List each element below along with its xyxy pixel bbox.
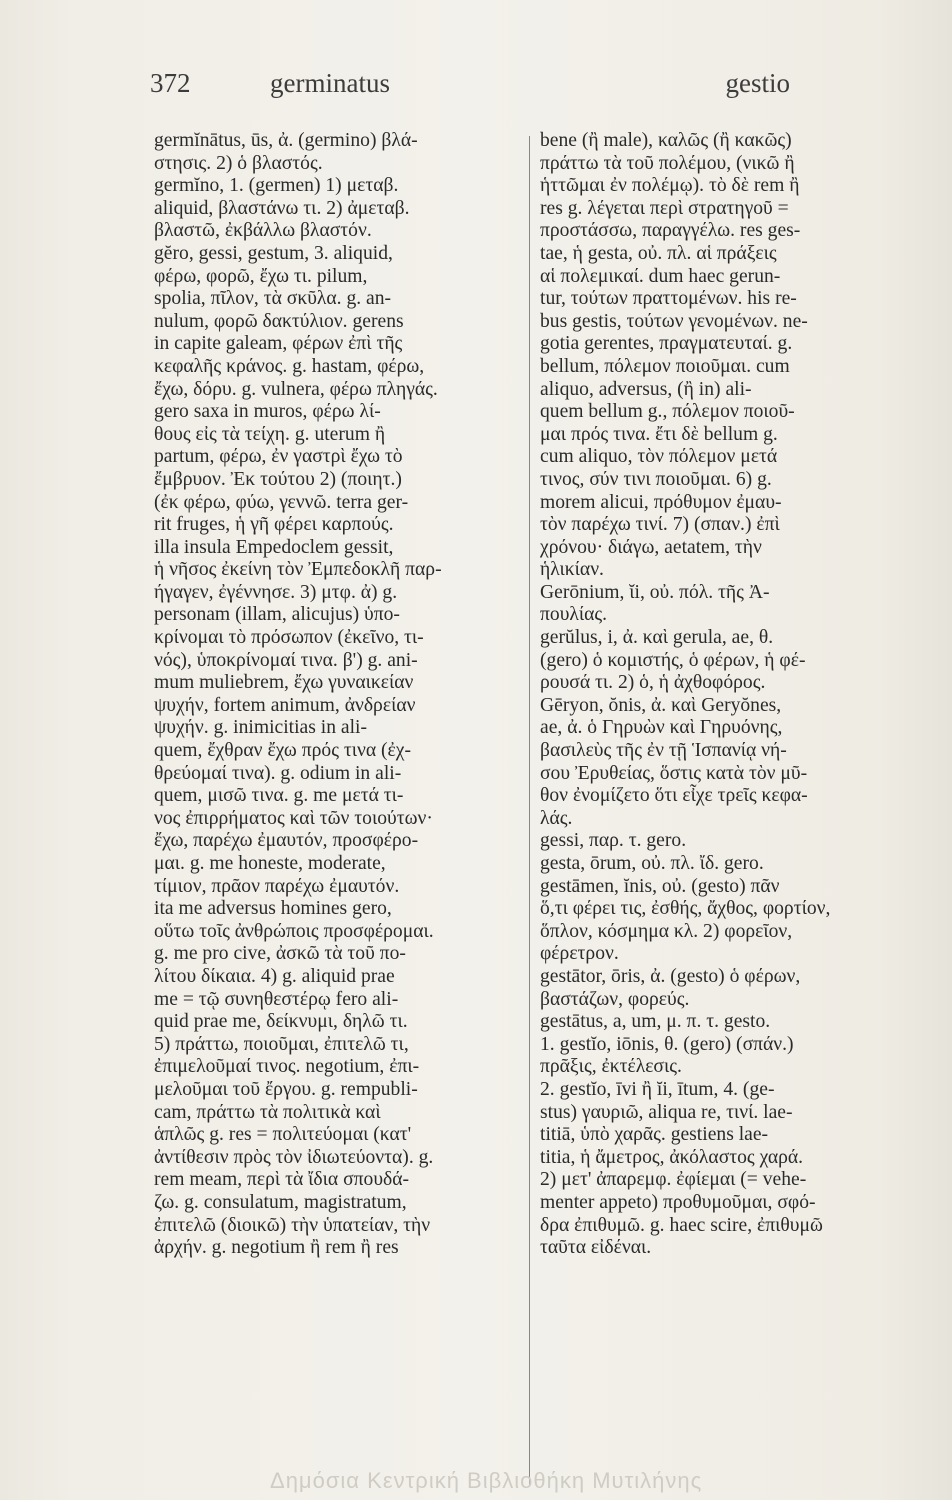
entry-line: aliquid, βλαστάνω τι. 2) ἀμεταβ. [154,197,410,219]
entry-line: ταῦτα εἰδέναι. [540,1237,652,1259]
entry-line: προστάσσω, παραγγέλω. res ges- [540,220,801,242]
entry-line: ita me adversus homines gero, [154,898,392,920]
entry-line: ψυχήν, fortem animum, ἀνδρείαν [154,694,416,716]
entry-line: gessi, παρ. τ. gero. [540,830,687,852]
entry-line: me = τῷ συνηθεστέρῳ fero ali- [154,988,399,1010]
entry-line: ἡλικίαν. [540,559,604,581]
entry-line: spolia, πῖλον, τὰ σκῦλα. g. an- [154,288,392,310]
entry-line: πρᾶξις, ἐκτέλεσις. [540,1056,682,1078]
entry-line: aliquo, adversus, (ἢ in) ali- [540,378,752,400]
entry-line: τὸν παρέχω τινί. 7) (σπαν.) ἐπὶ [540,514,780,536]
entry-line: quem, ἔχθραν ἔχω πρός τινα (ἐχ- [154,740,411,762]
entry-line: gotia gerentes, πραγματευταί. g. [540,333,793,355]
entry-line: gĕro, gessi, gestum, 3. aliquid, [154,242,393,264]
entry-line: gesta, ōrum, οὐ. πλ. ἴδ. gero. [540,853,764,874]
entry-line: σου Ἐρυθείας, ὅστις κατὰ τὸν μῦ- [540,762,808,784]
entry-line: βαστάζων, φορεύς. [540,988,690,1010]
entry-line: τίμιον, πρᾶον παρέχω ἐμαυτόν. [154,875,400,897]
entry-line: 2. gestĭo, īvi ἢ ĭi, ītum, 4. (ge- [540,1078,775,1100]
entry-line: αἱ πολεμικαί. dum haec gerun- [540,265,781,287]
entry-line: bene (ἢ male), καλῶς (ἢ κακῶς) [540,130,792,151]
entry-line: nulum, φορῶ δακτύλιον. gerens [154,310,404,332]
entry-line: quem bellum g., πόλεμον ποιοῦ- [540,401,795,423]
right-guide-word: gestio [725,68,790,98]
entry-line: χρόνου· διάγω, aetatem, τὴν [540,536,762,558]
entry-line: ρουσά τι. 2) ὁ, ἡ ἀχθοφόρος. [540,672,766,694]
library-watermark: Δημόσια Κεντρική Βιβλιοθήκη Μυτιλήνης [270,1468,703,1493]
entry-line: (gero) ὁ κομιστής, ὁ φέρων, ἡ φέ- [540,649,806,671]
entry-line: 2) μετ' ἀπαρεμφ. ἐφίεμαι (= vehe- [540,1169,807,1191]
entry-line: Gēryon, ŏnis, ἀ. καὶ Geryŏnes, [540,694,782,716]
entry-line: gerŭlus, i, ἀ. καὶ gerula, ae, θ. [540,627,774,649]
entry-line: partum, φέρω, ἐν γαστρὶ ἔχω τὸ [154,446,403,468]
entry-line: gestāmen, ĭnis, οὐ. (gesto) πᾶν [540,875,780,897]
entry-line: titiā, ὑπὸ χαρᾶς. gestiens lae- [540,1124,769,1146]
entry-line: δρα ἐπιθυμῶ. g. haec scire, ἐπιθυμῶ [540,1214,823,1236]
entry-line: ἔχω, παρέχω ἐμαυτόν, προσφέρο- [154,830,419,852]
column-divider [529,136,530,1486]
entry-line: ἁπλῶς g. res = πολιτεύομαι (κατ' [154,1124,412,1146]
entry-line: cam, πράττω τὰ πολιτικὰ καὶ [154,1101,381,1123]
entry-line: κρίνομαι τὸ πρόσωπον (ἐκεῖνο, τι- [154,627,424,649]
entry-line: rem meam, περὶ τὰ ἴδια σπουδά- [154,1169,410,1191]
right-column [540,130,925,1260]
entry-line: gestātor, ōris, ἀ. (gesto) ὁ φέρων, [540,965,801,987]
entry-line: ἔχω, δόρυ. g. vulnera, φέρω πληγάς. [154,378,438,400]
entry-line: g. me pro cive, ἀσκῶ τὰ τοῦ πο- [154,943,406,965]
entry-line: μαι. g. me honeste, moderate, [154,853,386,874]
entry-line: λίτου δίκαια. 4) g. aliquid prae [154,965,395,987]
entry-line: 5) πράττω, ποιοῦμαι, ἐπιτελῶ τι, [154,1033,409,1055]
entry-line: λάς. [540,807,573,829]
entry-line: θους εἰς τὰ τείχη. g. uterum ἢ [154,423,386,445]
entry-line: ὅ,τι φέρει τις, ἐσθής, ἄχθος, φορτίον, [540,898,831,920]
entry-line: νός), ὑποκρίνομαί τινα. β') g. ani- [154,649,418,671]
entry-line: ἐπιμελοῦμαί τινος. negotium, ἐπι- [154,1056,420,1078]
entry-line: gero saxa in muros, φέρω λί- [154,401,381,423]
entry-line: cum aliquo, τὸν πόλεμον μετά [540,446,778,468]
entry-line: βλαστῶ, ἐκβάλλω βλαστόν. [154,220,372,242]
entry-line: ἔμβρυον. Ἐκ τούτου 2) (ποιητ.) [154,468,402,490]
entry-line: in capite galeam, φέρων ἐπὶ τῆς [154,333,403,355]
entry-line: ἐπιτελῶ (διοικῶ) τὴν ὑπατείαν, τὴν [154,1214,431,1236]
entry-line: Gerōnium, ῐi, οὐ. πόλ. τῆς Ἀ- [540,581,770,603]
entry-line: menter appeto) προθυμοῦμαι, σφό- [540,1191,816,1213]
entry-line: μαι πρός τινα. ἔτι δὲ bellum g. [540,423,778,445]
entry-line: φέρετρον. [540,943,619,965]
entry-line: illa insula Empedoclem gessit, [154,536,394,558]
entry-line: quem, μισῶ τινα. g. me μετά τι- [154,785,404,807]
left-column [154,130,524,1260]
entry-line: θρεύομαί τινα). g. odium in ali- [154,762,402,784]
entry-line: ψυχήν. g. inimicitias in ali- [154,717,368,739]
entry-line: bellum, πόλεμον ποιοῦμαι. cum [540,355,790,377]
entry-line: res g. λέγεται περὶ στρατηγοῦ = [540,197,789,219]
entry-line: ὅπλον, κόσμημα κλ. 2) φορεῖον, [540,920,793,942]
entry-line: ήγαγεν, ἐγέννησε. 3) μτφ. ἀ) g. [154,581,398,603]
entry-line: quid prae me, δείκνυμι, δηλῶ τι. [154,1011,408,1033]
entry-line: bus gestis, τούτων γενομένων. ne- [540,310,808,332]
entry-line: οὕτω τοῖς ἀνθρώποις προσφέρομαι. [154,920,434,942]
page-number: 372 [150,68,191,98]
entry-line: φέρω, φορῶ, ἔχω τι. pilum, [154,265,368,287]
entry-line: πουλίας. [540,604,608,626]
entry-line: gestātus, a, um, μ. π. τ. gesto. [540,1011,771,1033]
entry-line: ἡ νῆσος ἐκείνη τὸν Ἐμπεδοκλῆ παρ- [154,559,442,581]
entry-line: germĭno, 1. (germen) 1) μεταβ. [154,175,399,197]
entry-line: ἀντίθεσιν πρὸς τὸν ἰδιωτεύοντα). g. [154,1146,434,1168]
entry-line: νος ἐπιρρήματος καὶ τῶν τοιούτων· [154,807,433,829]
entry-line: (ἐκ φέρω, φύω, γεννῶ. terra ger- [154,491,409,513]
entry-line: morem alicui, πρόθυμον ἐμαυ- [540,491,782,513]
entry-line: ἀρχήν. g. negotium ἢ rem ἢ res [154,1237,399,1259]
entry-line: μελοῦμαι τοῦ ἔργου. g. rempubli- [154,1078,418,1100]
entry-line: tae, ἡ gesta, οὐ. πλ. αἱ πράξεις [540,242,777,264]
entry-line: στησις. 2) ὁ βλαστός. [154,152,323,174]
entry-line: θον ἐνομίζετο ὅτι εἶχε τρεῖς κεφα- [540,785,808,807]
entry-line: germĭnātus, ūs, ἀ. (germino) βλά- [154,130,418,151]
entry-line: ἡττῶμαι ἐν πολέμῳ). τὸ δὲ rem ἢ [540,175,800,197]
entry-line: βασιλεὺς τῆς ἐν τῇ Ἱσπανίᾳ νή- [540,740,787,762]
entry-line: κεφαλῆς κράνος. g. hastam, φέρω, [154,355,425,377]
entry-line: 1. gestĭo, iōnis, θ. (gero) (σπάν.) [540,1033,794,1055]
entry-line: mum muliebrem, ἔχω γυναικείαν [154,672,414,694]
entry-line: titia, ἡ ἄμετρος, ἀκόλαστος χαρά. [540,1146,804,1168]
entry-line: stus) γαυριῶ, aliqua re, τινί. lae- [540,1101,793,1123]
entry-line: ζω. g. consulatum, magistratum, [154,1191,407,1213]
entry-line: tur, τούτων πραττομένων. his re- [540,288,797,310]
entry-line: personam (illam, alicujus) ὑπο- [154,604,400,626]
page-header [150,68,790,108]
entry-line: ae, ἀ. ὁ Γηρυὼν καὶ Γηρυόνης, [540,717,783,739]
entry-line: πράττω τὰ τοῦ πολέμου, (νικῶ ἢ [540,152,795,174]
entry-line: rit fruges, ἡ γῆ φέρει καρπούς. [154,514,394,536]
left-guide-word: germinatus [270,68,390,98]
entry-line: τινος, σύν τινι ποιοῦμαι. 6) g. [540,468,772,490]
